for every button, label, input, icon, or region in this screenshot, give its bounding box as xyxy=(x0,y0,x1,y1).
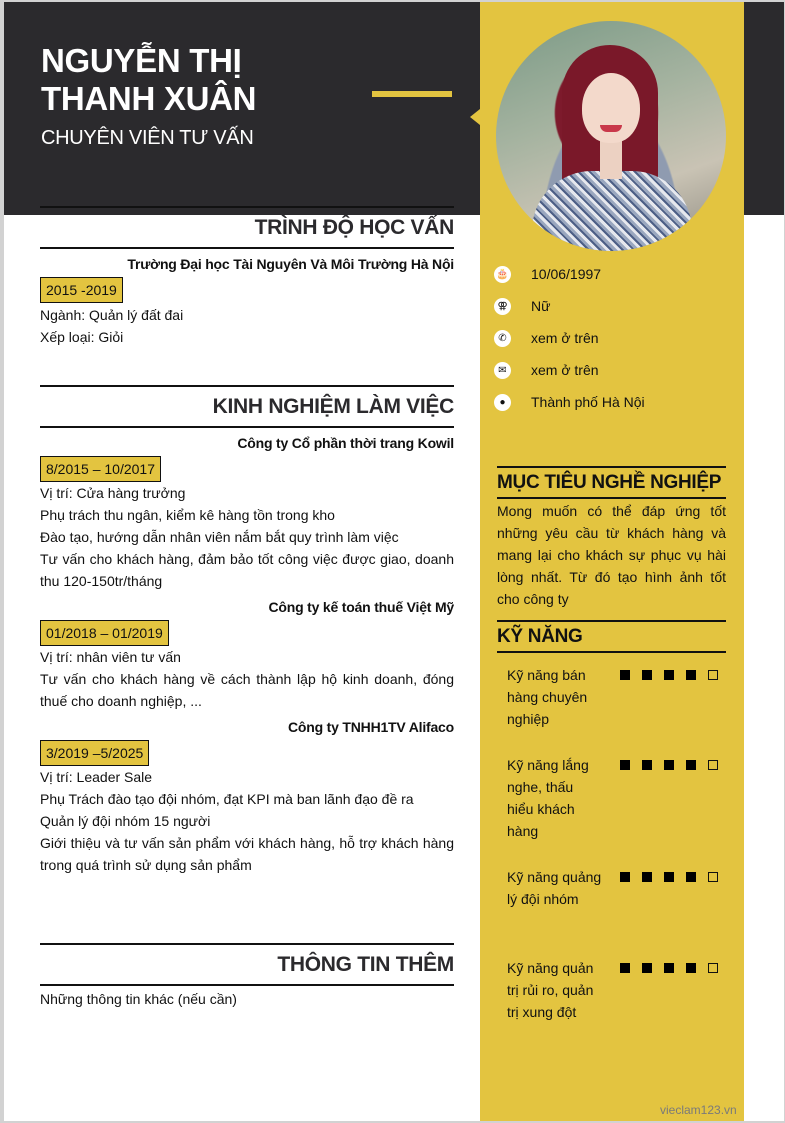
skills-section xyxy=(497,620,726,653)
skill-item xyxy=(507,754,732,842)
name-line-2: THANH XUÂN xyxy=(41,80,257,117)
skill-name: Kỹ năng quản trị rủi ro, quản trị xung đột xyxy=(507,960,594,1020)
skill-item xyxy=(507,957,732,1023)
job-line: Vị trí: Leader Sale xyxy=(40,769,153,785)
cv-page xyxy=(4,2,784,1121)
watermark: vieclam123.vn xyxy=(660,1103,737,1117)
skill-rating xyxy=(620,963,730,973)
birthday-cake-icon: 🎂 xyxy=(494,266,511,283)
gender-icon: ⚢ xyxy=(494,298,511,315)
additional-heading: THÔNG TIN THÊM xyxy=(40,943,454,986)
objective-heading: MỤC TIÊU NGHỀ NGHIỆP xyxy=(497,466,726,499)
job-line: Tư vấn cho khách hàng về cách thành lập hộ kinh doanh, đóng thuế cho doanh nghiệp, ... xyxy=(40,671,454,709)
contact-gender xyxy=(494,290,734,322)
job-line: Giới thiệu và tư vấn sản phẩm với khách hàng, hỗ trợ khách hàng trong quá trình sử dụng sản phẩm xyxy=(40,835,454,873)
company-name: Công ty kế toán thuế Việt Mỹ xyxy=(268,599,454,615)
skill-item xyxy=(507,664,732,730)
company-name: Công ty TNHH1TV Alifaco xyxy=(288,719,454,735)
contact-birthday xyxy=(494,258,734,290)
skill-name: Kỹ năng quảng lý đội nhóm xyxy=(507,869,602,907)
contact-phone xyxy=(494,322,734,354)
job-line: Vị trí: Cửa hàng trưởng xyxy=(40,485,186,501)
date-badge: 8/2015 – 10/2017 xyxy=(40,456,161,482)
experience-section xyxy=(40,385,454,876)
contact-value: Nữ xyxy=(531,298,551,314)
skill-rating xyxy=(620,760,730,770)
email-icon: ✉ xyxy=(494,362,511,379)
job-line: Vị trí: nhân viên tư vấn xyxy=(40,649,181,665)
skill-name: Kỹ năng lắng nghe, thấu hiểu khách hàng xyxy=(507,757,589,839)
additional-text: Những thông tin khác (nếu cần) xyxy=(40,991,237,1007)
contact-list xyxy=(494,258,734,418)
candidate-name xyxy=(41,42,256,118)
job-line: Phụ Trách đào tạo đội nhóm, đạt KPI mà ban lãnh đạo đề ra xyxy=(40,791,414,807)
job-line: Quản lý đội nhóm 15 người xyxy=(40,813,211,829)
contact-value: Thành phố Hà Nội xyxy=(531,394,645,410)
additional-section xyxy=(40,943,454,1010)
education-heading: TRÌNH ĐỘ HỌC VẤN xyxy=(40,206,454,249)
accent-bar xyxy=(372,91,452,97)
job-title: CHUYÊN VIÊN TƯ VẤN xyxy=(41,127,254,149)
date-badge: 2015 -2019 xyxy=(40,277,123,303)
sidebar-notch xyxy=(470,109,480,125)
date-badge: 01/2018 – 01/2019 xyxy=(40,620,169,646)
objective-text: Mong muốn có thể đáp ứng tốt những yêu cầu từ khách hàng và mang lại cho khách sự phục vụ hài lòng nhất. Từ đó tạo hình ảnh tốt cho công ty xyxy=(497,503,726,607)
location-pin-icon: ● xyxy=(494,394,511,411)
profile-photo xyxy=(496,21,726,251)
skills-heading: KỸ NĂNG xyxy=(497,620,726,653)
phone-icon: ✆ xyxy=(494,330,511,347)
skill-name: Kỹ năng bán hàng chuyên nghiệp xyxy=(507,667,588,727)
job-line: Đào tạo, hướng dẫn nhân viên nắm bắt quy trình làm việc xyxy=(40,529,399,545)
objective-section xyxy=(497,466,726,610)
date-badge: 3/2019 –5/2025 xyxy=(40,740,149,766)
skill-item xyxy=(507,866,732,910)
contact-value: xem ở trên xyxy=(531,330,599,346)
experience-heading: KINH NGHIỆM LÀM VIỆC xyxy=(40,385,454,428)
education-line: Xếp loại: Giỏi xyxy=(40,329,124,345)
contact-email xyxy=(494,354,734,386)
skill-rating xyxy=(620,670,730,680)
company-name: Công ty Cổ phần thời trang Kowil xyxy=(237,435,454,451)
education-section xyxy=(40,206,454,348)
job-line: Tư vấn cho khách hàng, đảm bảo tốt công việc được giao, doanh thu 120-150tr/tháng xyxy=(40,551,454,589)
contact-value: xem ở trên xyxy=(531,362,599,378)
job-line: Phụ trách thu ngân, kiểm kê hàng tồn trong kho xyxy=(40,507,335,523)
name-line-1: NGUYỄN THỊ xyxy=(41,42,242,79)
school-name: Trường Đại học Tài Nguyên Và Môi Trường Hà Nội xyxy=(127,256,454,272)
contact-address xyxy=(494,386,734,418)
education-line: Ngành: Quản lý đất đai xyxy=(40,307,184,323)
contact-value: 10/06/1997 xyxy=(531,266,602,282)
skill-rating xyxy=(620,872,730,882)
